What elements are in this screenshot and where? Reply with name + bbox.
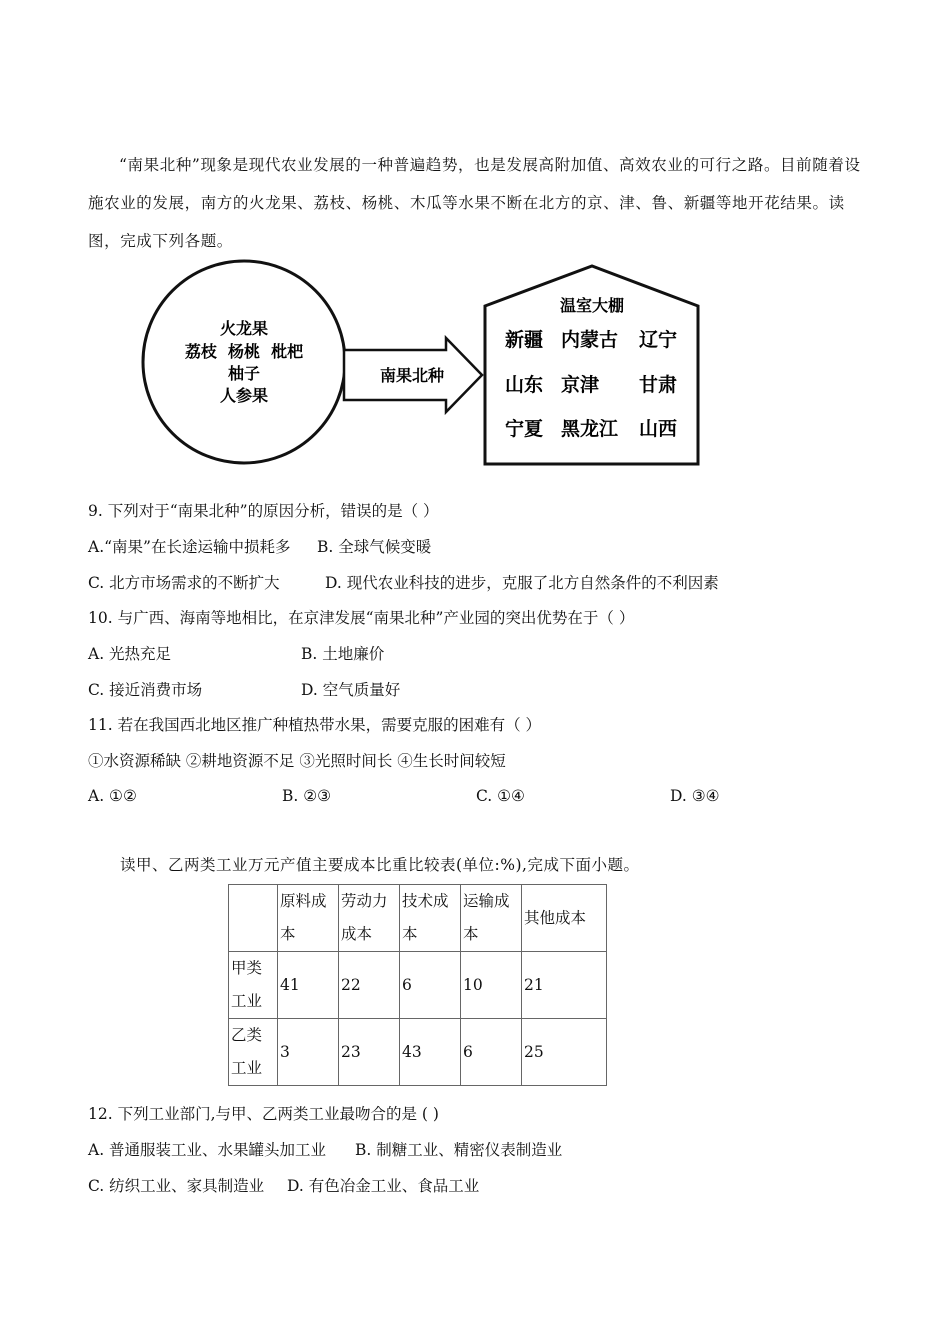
- arrow-label: 南果北种: [379, 366, 445, 385]
- q11-option-b[interactable]: B. ②③: [282, 787, 332, 805]
- q12-option-d[interactable]: D. 有色冶金工业、食品工业: [287, 1177, 480, 1195]
- header-tech: 技术成本: [400, 885, 461, 952]
- circle-line-3: 柚子: [227, 364, 261, 383]
- row-label-yi: 乙类工业: [229, 1019, 278, 1086]
- south-fruit-north-diagram: [140, 258, 710, 473]
- greenhouse-title: 温室大棚: [559, 296, 625, 315]
- q10-stem: 10. 与广西、海南等地相比，在京津发展“南果北种”产业园的突出优势在于（ ）: [88, 609, 635, 627]
- row-label-jia: 甲类工业: [229, 952, 278, 1019]
- intro-paragraph: “南果北种”现象是现代农业发展的一种普遍趋势，也是发展高附加值、高效农业的可行之路。目前随着设施农业的发展，南方的火龙果、荔枝、杨桃、木瓜等水果不断在北方的京、津、鲁、新疆等地开花结果。读图，完成下列各题。: [88, 156, 861, 250]
- region-liaoning: 辽宁: [639, 329, 678, 351]
- q12-option-a[interactable]: A. 普通服装工业、水果罐头加工业: [88, 1141, 327, 1159]
- q11-items: ①水资源稀缺 ②耕地资源不足 ③光照时间长 ④生长时间较短: [88, 752, 506, 770]
- fruit-circle: [143, 261, 345, 463]
- header-labor: 劳动力成本: [339, 885, 400, 952]
- cell: 23: [339, 1019, 400, 1086]
- cell: 22: [339, 952, 400, 1019]
- region-neimenggu: 内蒙古: [561, 329, 619, 351]
- region-gansu: 甘肃: [639, 374, 678, 396]
- cell: 6: [400, 952, 461, 1019]
- table-row: [229, 1019, 607, 1086]
- circle-line-2: 荔枝 杨桃 枇杷: [184, 342, 304, 361]
- region-shanxi: 山西: [639, 418, 678, 440]
- q12-option-c[interactable]: C. 纺织工业、家具制造业: [88, 1177, 265, 1195]
- table-corner: [229, 885, 278, 952]
- region-xinjiang: 新疆: [505, 329, 544, 351]
- header-transport: 运输成本: [461, 885, 522, 952]
- table-intro: 读甲、乙两类工业万元产值主要成本比重比较表(单位:%),完成下面小题。: [120, 856, 640, 874]
- cell: 25: [522, 1019, 607, 1086]
- q9-option-d[interactable]: D. 现代农业科技的进步，克服了北方自然条件的不利因素: [325, 574, 719, 592]
- q9-option-a[interactable]: A.“南果”在长途运输中损耗多: [88, 538, 291, 556]
- q11-stem: 11. 若在我国西北地区推广种植热带水果，需要克服的困难有（ ）: [88, 716, 542, 734]
- table-row: [229, 952, 607, 1019]
- q10-option-b[interactable]: B. 土地廉价: [301, 645, 385, 663]
- region-jingjin: 京津: [561, 374, 600, 396]
- cell: 10: [461, 952, 522, 1019]
- cell: 43: [400, 1019, 461, 1086]
- region-shandong: 山东: [505, 374, 544, 396]
- q9-option-b[interactable]: B. 全球气候变暖: [317, 538, 432, 556]
- q11-option-c[interactable]: C. ①④: [476, 787, 525, 805]
- cell: 3: [278, 1019, 339, 1086]
- cell: 6: [461, 1019, 522, 1086]
- cost-table: [228, 884, 607, 1086]
- cell: 21: [522, 952, 607, 1019]
- header-material: 原料成本: [278, 885, 339, 952]
- q12-stem: 12. 下列工业部门,与甲、乙两类工业最吻合的是 ( ): [88, 1105, 439, 1123]
- table-header-row: [229, 885, 607, 952]
- q10-option-c[interactable]: C. 接近消费市场: [88, 681, 203, 699]
- q11-option-a[interactable]: A. ①②: [88, 787, 137, 805]
- circle-line-4: 人参果: [219, 386, 269, 405]
- q9-stem: 9. 下列对于“南果北种”的原因分析，错误的是（ ）: [88, 502, 439, 520]
- q9-option-c[interactable]: C. 北方市场需求的不断扩大: [88, 574, 280, 592]
- q10-option-d[interactable]: D. 空气质量好: [301, 681, 401, 699]
- q10-option-a[interactable]: A. 光热充足: [88, 645, 172, 663]
- circle-line-1: 火龙果: [219, 319, 269, 338]
- q11-option-d[interactable]: D. ③④: [670, 787, 720, 805]
- region-ningxia: 宁夏: [505, 418, 544, 440]
- q12-option-b[interactable]: B. 制糖工业、精密仪表制造业: [355, 1141, 563, 1159]
- header-other: 其他成本: [522, 885, 607, 952]
- region-heilongjiang: 黑龙江: [561, 418, 619, 440]
- cell: 41: [278, 952, 339, 1019]
